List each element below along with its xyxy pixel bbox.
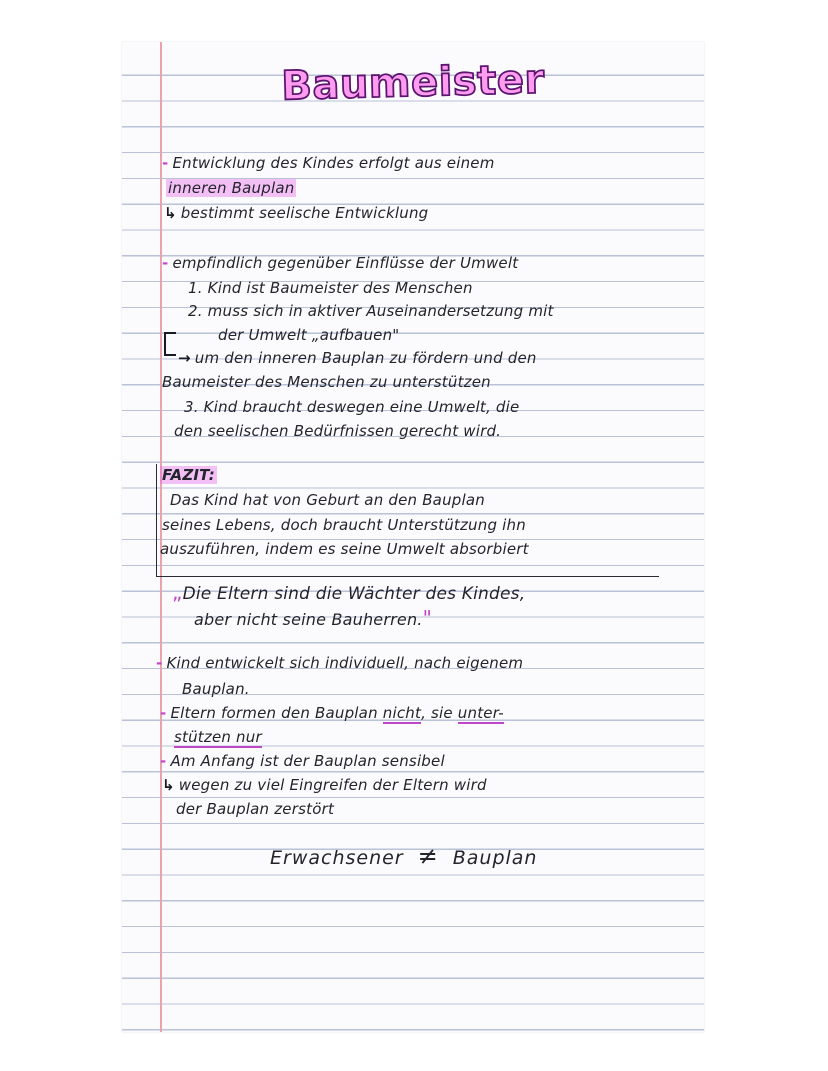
bullet-dash-icon: - (162, 154, 169, 172)
not-equal-icon: ≠ (417, 842, 439, 870)
fazit-line1: Das Kind hat von Geburt an den Bauplan (170, 491, 485, 509)
fazit-line2: seines Lebens, doch braucht Unterstützung ihn (162, 516, 526, 534)
section3-line7: der Bauplan zerstört (176, 800, 335, 818)
conclusion-left: Erwachsener (270, 847, 404, 869)
section3-line2: Bauplan. (182, 680, 250, 698)
bullet-dash-icon: - (156, 654, 163, 672)
fazit-line3: auszuführen, indem es seine Umwelt absorbiert (160, 540, 529, 558)
bullet-dash-icon: - (160, 704, 167, 722)
section1-line1: - Entwicklung des Kindes erfolgt aus einem (162, 154, 495, 172)
bullet-dash-icon: - (162, 254, 169, 272)
bullet-dash-icon: - (160, 752, 167, 770)
section3-line4: stützen nur (174, 728, 262, 746)
section2-item2a: 2. muss sich in aktiver Auseinandersetzung mit (188, 302, 554, 320)
page-title: Baumeister (280, 56, 546, 110)
section3-line3: - Eltern formen den Bauplan nicht, sie unter- (160, 704, 504, 722)
section2-line1: - empfindlich gegenüber Einflüsse der Umwelt (162, 254, 519, 272)
arrow-right-icon: ↳ (164, 204, 177, 222)
section3-line5: - Am Anfang ist der Bauplan sensibel (160, 752, 445, 770)
quote-close-icon: " (422, 606, 432, 630)
section3-line1: - Kind entwickelt sich individuell, nach eigenem (156, 654, 524, 672)
section2-item1: 1. Kind ist Baumeister des Menschen (188, 279, 473, 297)
section2-item2d: Baumeister des Menschen zu unterstützen (162, 373, 491, 391)
section2-item2c: → um den inneren Bauplan zu fördern und den (178, 349, 537, 367)
section1-line2: inneren Bauplan (168, 179, 295, 197)
section2-item3a: 3. Kind braucht deswegen eine Umwelt, die (184, 398, 520, 416)
quote-line1: „Die Eltern sind die Wächter des Kindes, (172, 580, 526, 604)
conclusion-right: Bauplan (452, 847, 538, 869)
conclusion-equation (270, 842, 537, 870)
bracket-icon (164, 332, 176, 356)
arrow-right-icon: → (178, 349, 191, 367)
quote-line2: aber nicht seine Bauherren." (194, 606, 432, 630)
notebook-page (122, 42, 704, 1032)
fazit-label: FAZIT: (162, 466, 215, 484)
arrow-right-icon: ↳ (162, 776, 175, 794)
section1-line3: ↳ bestimmt seelische Entwicklung (164, 204, 429, 222)
section2-item3b: den seelischen Bedürfnissen gerecht wird. (174, 422, 502, 440)
section3-line6: ↳ wegen zu viel Eingreifen der Eltern wird (162, 776, 487, 794)
section2-item2b: der Umwelt „aufbauen" (218, 326, 400, 344)
quote-open-icon: „ (172, 580, 183, 604)
